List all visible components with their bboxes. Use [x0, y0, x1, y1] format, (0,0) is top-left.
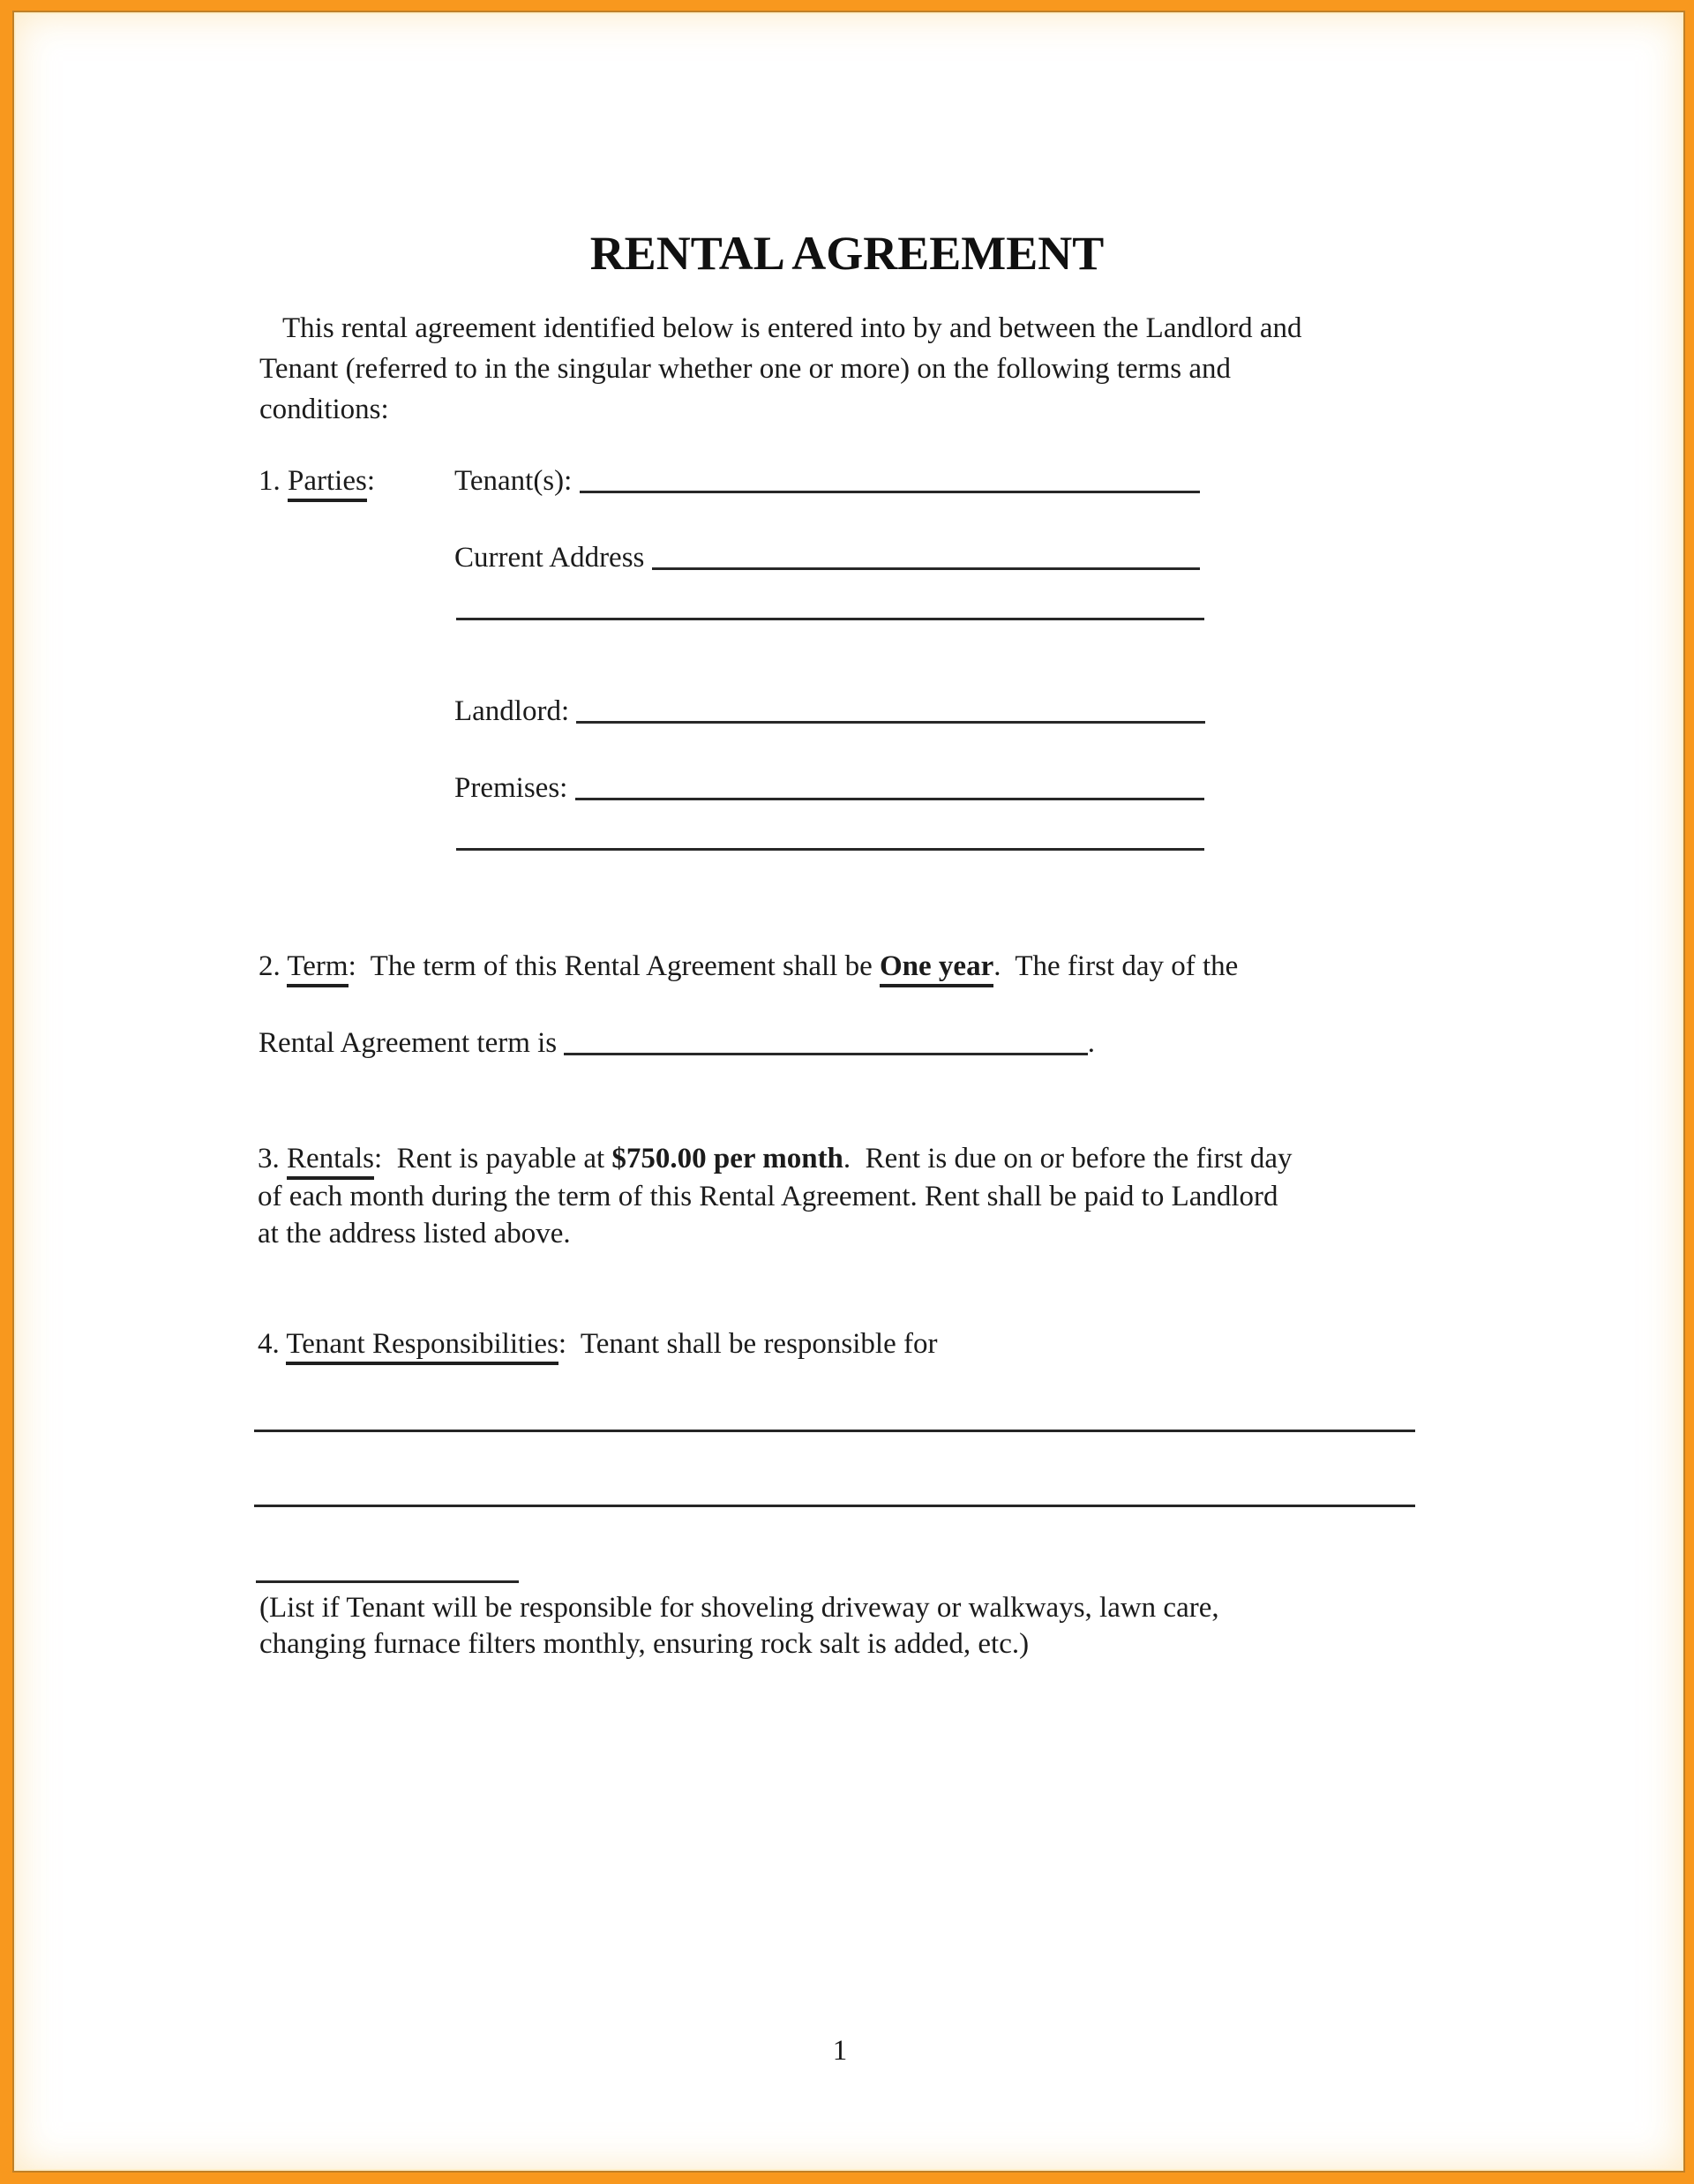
tenant-resp-number: 4.	[258, 1328, 287, 1360]
landlord-label: Landlord:	[454, 695, 577, 727]
rentals-line2: of each month during the term of this Rental Agreement. Rent shall be paid to Landlord	[258, 1180, 1278, 1212]
rentals-line3: at the address listed above.	[258, 1218, 571, 1250]
current-address-blank-line	[652, 567, 1200, 570]
term-text-after: . The first day of the	[993, 950, 1239, 982]
rentals-number: 3.	[258, 1143, 287, 1175]
rentals-line1	[258, 1140, 1293, 1178]
tenant-resp-text: Tenant shall be responsible for	[580, 1328, 938, 1360]
term-date-blank-line	[564, 1052, 1087, 1055]
page-title: RENTAL AGREEMENT	[589, 227, 1105, 280]
rentals-separator: :	[373, 1143, 397, 1175]
address-continuation-row	[456, 617, 1204, 626]
section-rentals	[258, 1140, 1293, 1253]
parties-label: Parties	[288, 465, 367, 502]
term-label: Term	[287, 950, 348, 987]
tenant-field-row	[454, 463, 1200, 499]
premises-continuation-row	[456, 847, 1204, 856]
intro-paragraph	[259, 308, 1468, 430]
term-separator: :	[348, 950, 371, 982]
tenant-label: Tenant(s):	[454, 465, 580, 497]
responsibilities-note	[259, 1590, 1219, 1662]
premises-field-row	[454, 770, 1204, 806]
premises-label: Premises:	[454, 772, 575, 804]
section-tenant-responsibilities	[258, 1326, 937, 1362]
tenant-blank-line	[580, 490, 1200, 493]
responsibilities-blank-line-1	[254, 1430, 1415, 1432]
current-address-label: Current Address	[454, 542, 652, 574]
premises-blank-line	[575, 797, 1204, 800]
tenant-resp-separator: :	[558, 1328, 581, 1360]
page-number: 1	[832, 2035, 848, 2067]
section-term-line2	[259, 1025, 1095, 1061]
note-line: changing furnace filters monthly, ensuring rock salt is added, etc.)	[259, 1628, 1030, 1660]
current-address-field-row	[454, 540, 1200, 575]
term-text-before: The term of this Rental Agreement shall be	[370, 950, 880, 982]
section-term-line1	[259, 949, 1238, 984]
responsibilities-blank-line-3	[256, 1580, 519, 1583]
landlord-blank-line	[576, 720, 1205, 724]
rentals-text-after: . Rent is due on or before the first day	[843, 1143, 1293, 1175]
landlord-field-row	[454, 694, 1205, 729]
term-period: .	[1087, 1027, 1095, 1059]
rentals-label: Rentals	[287, 1143, 374, 1180]
intro-line: Tenant (referred to in the singular whether one or more) on the following terms and	[259, 353, 1231, 385]
note-line: (List if Tenant will be responsible for shoveling driveway or walkways, lawn care,	[259, 1592, 1219, 1624]
parties-colon: :	[366, 465, 375, 497]
intro-line: This rental agreement identified below is entered into by and between the Landlord and	[282, 312, 1302, 344]
responsibilities-blank-line-2	[254, 1505, 1415, 1507]
parties-number: 1.	[259, 465, 288, 497]
term-number: 2.	[259, 950, 288, 982]
section-parties-heading	[259, 463, 375, 499]
intro-line: conditions:	[259, 394, 389, 425]
term-first-day-label: Rental Agreement term is	[259, 1027, 565, 1059]
rentals-amount: $750.00 per month	[611, 1143, 843, 1175]
address-continuation-blank-line	[456, 617, 1204, 620]
premises-continuation-blank-line	[456, 847, 1204, 851]
rentals-text-before: Rent is payable at	[396, 1143, 612, 1175]
tenant-resp-label: Tenant Responsibilities	[286, 1328, 558, 1365]
term-one-year: One year	[880, 950, 993, 987]
